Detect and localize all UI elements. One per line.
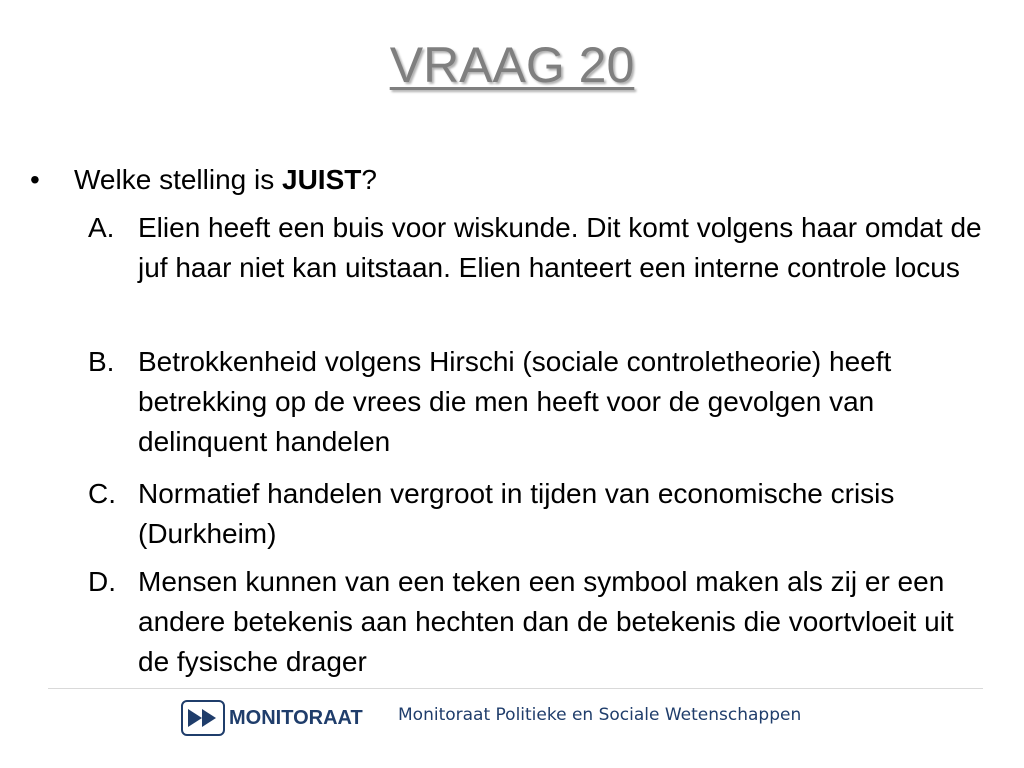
monitoraat-logo — [181, 698, 363, 738]
option-letter: A. — [88, 212, 115, 243]
option-text: Normatief handelen vergroot in tijden van economische crisis (Durkheim) — [138, 478, 895, 549]
bullet-icon: • — [30, 164, 40, 195]
footer-divider — [48, 688, 983, 689]
option-letter: C. — [88, 478, 116, 509]
footer-caption: Monitoraat Politieke en Sociale Wetenschappen — [398, 705, 802, 725]
option-letter: B. — [88, 346, 115, 377]
slide-title: VRAAG 20 — [389, 37, 635, 93]
option-a — [88, 208, 988, 288]
fast-forward-icon — [181, 700, 225, 736]
option-text: Elien heeft een buis voor wiskunde. Dit komt volgens haar omdat de juf haar niet kan uitstaan. Elien hanteert een interne controle locus — [138, 212, 982, 283]
option-letter: D. — [88, 566, 116, 597]
option-b — [88, 342, 988, 462]
option-text: Betrokkenheid volgens Hirschi (sociale controletheorie) heeft betrekking op de vrees die men heeft voor de gevolgen van delinquent handelen — [138, 346, 892, 457]
question-suffix: ? — [361, 164, 377, 195]
option-c — [88, 474, 988, 554]
option-text: Mensen kunnen van een teken een symbool maken als zij er een andere betekenis aan hechten dan de betekenis die voortvloeit uit de fysische drager — [138, 566, 954, 677]
question-emphasis: JUIST — [282, 164, 362, 195]
option-d — [88, 562, 988, 682]
logo-wordmark: MONITORAAT — [229, 706, 363, 729]
question-prefix: Welke stelling is — [74, 164, 283, 195]
question-line — [30, 160, 377, 200]
